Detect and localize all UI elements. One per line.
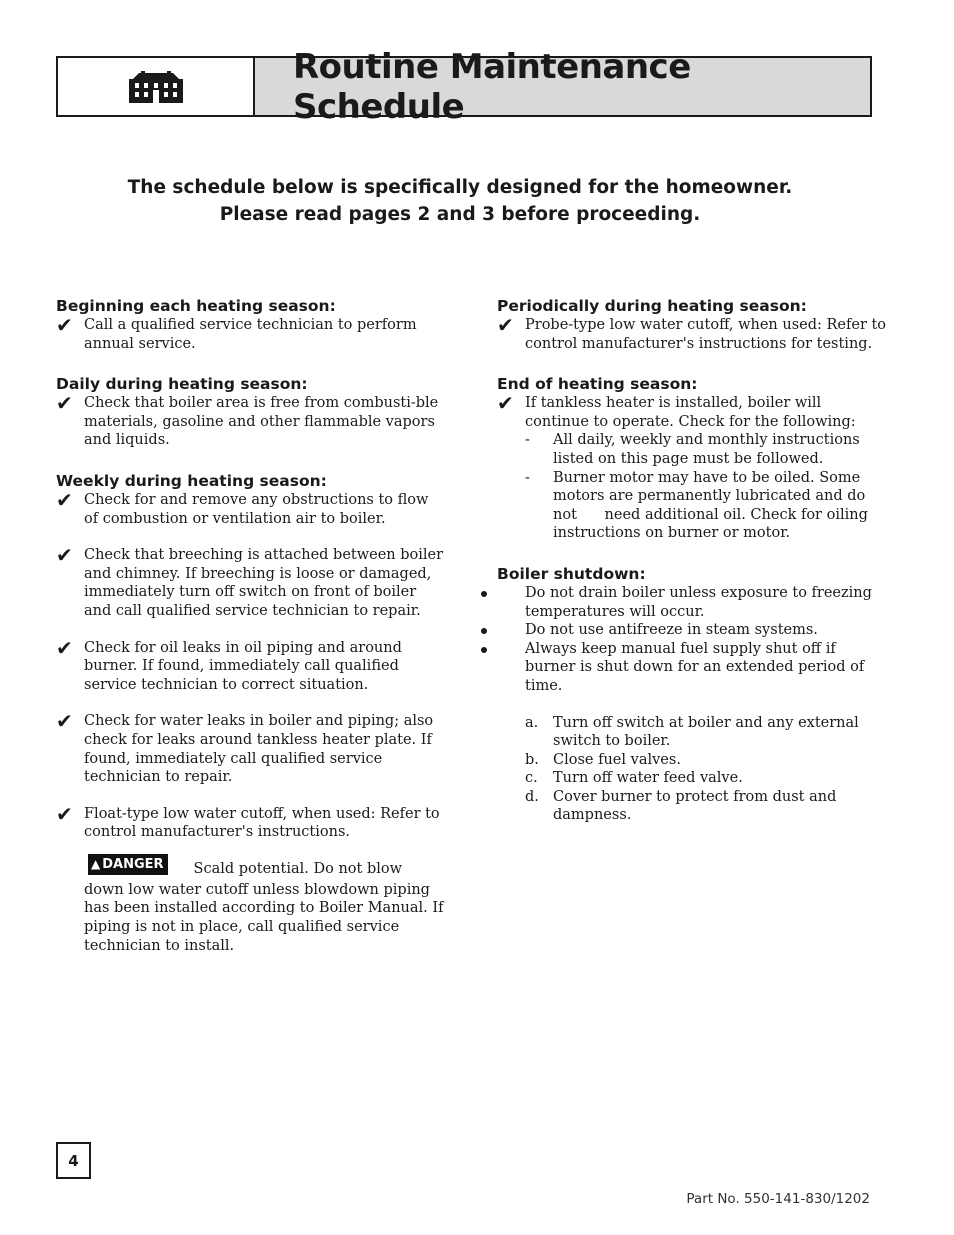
list-item: [56, 313, 444, 353]
step-item: [525, 751, 887, 770]
section-shutdown: [497, 564, 887, 825]
step-letter: d.: [525, 788, 539, 805]
list-item: [56, 487, 444, 528]
dash-text: Burner motor may have to be oiled. Some motors are permanently lubricated and do not need additional oil. Check for oiling instructions on burner or motor.: [553, 469, 873, 542]
item-text: Check for water leaks in boiler and piping; also check for leaks around tankless heater plate. If found, immediately call qualified service technician to repair.: [84, 713, 434, 786]
logo-box: [58, 58, 255, 115]
intro-line-1: The schedule below is specifically designed for the homeowner.: [127, 177, 793, 198]
dash-marker: -: [525, 469, 530, 486]
right-column: [497, 296, 887, 846]
bullet-icon: [481, 628, 487, 634]
list-item: [56, 801, 444, 842]
step-letter: b.: [525, 751, 539, 768]
item-text: Check for and remove any obstructions to flow of combustion or ventilation air to boiler.: [84, 491, 429, 527]
section-daily: [56, 374, 444, 450]
dash-text: All daily, weekly and monthly instructions listed on this page must be followed.: [553, 432, 860, 467]
danger-warning: [56, 856, 444, 955]
bullet-item: [497, 640, 887, 696]
section-weekly: [56, 471, 444, 955]
list-item: [497, 391, 887, 543]
danger-badge: [88, 854, 168, 875]
danger-text: Scald potential. Do not blow down low water cutoff unless blowdown piping has been installed according to Boiler Manual. If piping is not in place, call qualified service technician to install.: [84, 860, 444, 954]
list-item: [56, 391, 444, 450]
bullet-icon: [481, 591, 487, 597]
checkmark-icon: ✔: [56, 635, 73, 660]
step-item: [525, 714, 887, 751]
dash-marker: -: [525, 432, 530, 449]
page-number: 4: [56, 1142, 91, 1179]
section-beginning: [56, 296, 444, 353]
house-icon: [129, 71, 183, 103]
list-item: [56, 543, 444, 620]
checkmark-icon: ✔: [56, 313, 73, 337]
checkmark-icon: ✔: [56, 391, 73, 416]
step-text: Close fuel valves.: [553, 751, 681, 768]
step-letter: c.: [525, 770, 538, 787]
section-title: Periodically during heating season:: [497, 297, 807, 315]
section-title: End of heating season:: [497, 375, 698, 394]
page-header: [56, 46, 872, 127]
item-text: Call a qualified service technician to perform annual service.: [84, 317, 417, 352]
section-title: Boiler shutdown:: [497, 564, 646, 583]
checkmark-icon: ✔: [497, 391, 514, 416]
checkmark-icon: ✔: [56, 543, 73, 568]
left-column: [56, 296, 444, 976]
dash-item: [525, 431, 887, 468]
part-number: Part No. 550-141-830/1202: [686, 1191, 870, 1207]
section-title: Beginning each heating season:: [56, 297, 336, 315]
list-item: [56, 635, 444, 695]
section-title: Weekly during heating season:: [56, 471, 327, 490]
list-item: [56, 709, 444, 786]
shutdown-steps: [497, 714, 887, 826]
bullet-text: Do not use antifreeze in steam systems.: [525, 622, 818, 639]
item-text: Check that breeching is attached between boiler and chimney. If breeching is loose or damaged, immediately turn off switch on front of boiler and call qualified service technician to repair.: [84, 547, 444, 619]
checkmark-icon: ✔: [56, 801, 73, 826]
bullet-text: Always keep manual fuel supply shut off if burner is shut down for an extended period of time.: [525, 640, 865, 694]
step-letter: a.: [525, 714, 539, 731]
step-text: Turn off switch at boiler and any external switch to boiler.: [553, 714, 859, 750]
danger-label: DANGER: [102, 856, 164, 872]
item-text: Check that boiler area is free from combusti-ble materials, gasoline and other flammable vapors and liquids.: [84, 395, 439, 449]
checkmark-icon: ✔: [56, 487, 73, 512]
section-title: Daily during heating season:: [56, 375, 308, 394]
dash-list: [525, 431, 887, 543]
bullet-text: Do not drain boiler unless exposure to freezing temperatures will occur.: [525, 584, 872, 620]
item-text: Check for oil leaks in oil piping and around burner. If found, immediately call qualified service technician to correct situation.: [84, 639, 402, 693]
bullet-item: [497, 584, 887, 621]
bullet-item: [497, 621, 887, 640]
section-end-of-season: [497, 374, 887, 543]
item-text: If tankless heater is installed, boiler will continue to operate. Check for the following:: [525, 395, 856, 430]
step-text: Cover burner to protect from dust and dampness.: [553, 788, 837, 824]
list-item: [497, 313, 887, 353]
step-text: Turn off water feed valve.: [553, 770, 743, 787]
item-text: Float-type low water cutoff, when used: Refer to control manufacturer's instructions.: [84, 805, 440, 841]
step-item: [525, 769, 887, 788]
warning-triangle-icon: ▲: [91, 856, 101, 871]
step-item: [525, 788, 887, 825]
checkmark-icon: ✔: [497, 313, 514, 337]
intro-text: [0, 174, 920, 228]
intro-line-2: Please read pages 2 and 3 before proceeding.: [219, 204, 701, 225]
checkmark-icon: ✔: [56, 709, 73, 734]
section-periodically: [497, 296, 887, 353]
bullet-icon: [481, 647, 487, 653]
item-text: Probe-type low water cutoff, when used: Refer to control manufacturer's instructions for testing.: [525, 317, 887, 352]
page-title: Routine Maintenance Schedule: [293, 46, 691, 127]
dash-item: [525, 469, 887, 543]
title-box: [255, 46, 870, 127]
